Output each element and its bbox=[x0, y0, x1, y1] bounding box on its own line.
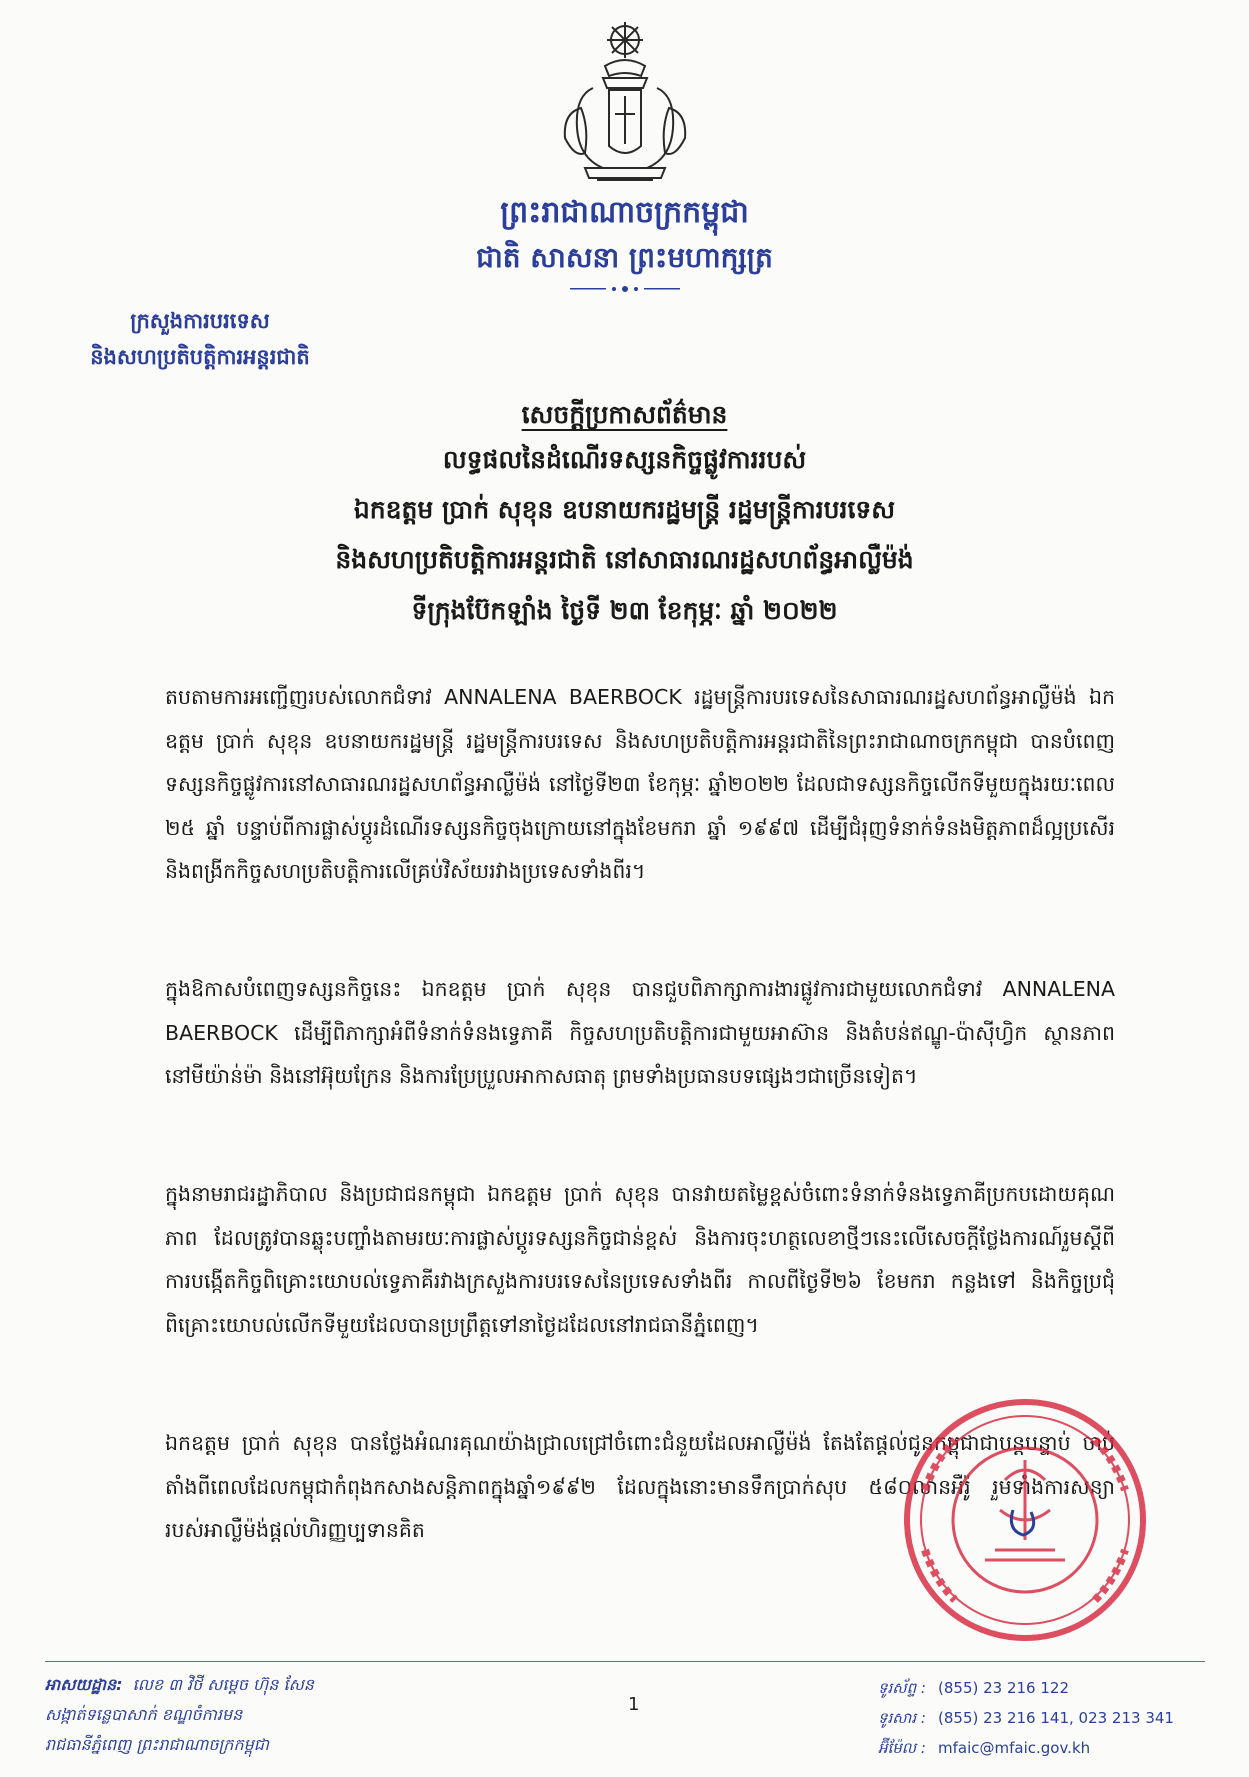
footer-contacts bbox=[878, 1673, 1208, 1763]
document-heading: សេចក្តីប្រកាសព័ត៌មាន bbox=[521, 400, 728, 429]
title-line: លទ្ធផលនៃដំណើរទស្សនកិច្ចផ្លូវការរបស់ bbox=[442, 445, 807, 474]
address-line: លេខ ៣ វិថី សម្តេច ហ៊ុន សែន bbox=[132, 1675, 314, 1694]
fax-label: ទូរសារ : bbox=[878, 1709, 926, 1727]
kingdom-name: ព្រះរាជាណាចក្រកម្ពុជា bbox=[500, 195, 749, 230]
body-paragraph: ឯកឧត្តម ប្រាក់ សុខុន បានថ្លែងអំណរគុណយ៉ាងជ្រាលជ្រៅចំពោះជំនួយដែលអាល្លឺម៉ង់ តែងតែផ្តល់ជូនកម្ពុជាជាបន្តបន្ទាប់ ចាប់តាំងពីពេលដែលកម្ពុជាកំពុងកសាងសន្តិភាពក្នុងឆ្នាំ១៩៩២ ដែលក្នុងនោះមានទឹកប្រាក់សុប ៥៨០លានអឺរ៉ូ រួមទាំងការសន្យារបស់អាល្លឺម៉ង់ផ្តល់ហិរញ្ញប្បទានគិត bbox=[165, 1431, 1115, 1542]
national-motto: ជាតិ សាសនា ព្រះមហាក្សត្រ bbox=[476, 241, 773, 274]
title-line: និងសហប្រតិបត្តិការអន្តរជាតិ នៅសាធារណរដ្ឋសហព័ន្ធអាល្លឺម៉ង់ bbox=[335, 545, 914, 574]
page-number: 1 bbox=[628, 1694, 640, 1715]
title-line: ឯកឧត្តម ប្រាក់ សុខុន ឧបនាយករដ្ឋមន្ត្រី រដ្ឋមន្ត្រីការបរទេស bbox=[353, 495, 896, 524]
phone-value: (855) 23 216 122 bbox=[938, 1679, 1069, 1697]
royal-coat-of-arms-icon bbox=[545, 18, 705, 190]
footer-address bbox=[45, 1670, 465, 1760]
ministry-name: ក្រសួងការបរទេស bbox=[130, 308, 270, 333]
address-line: រាជធានីភ្នំពេញ ព្រះរាជាណាចក្រកម្ពុជា bbox=[45, 1735, 269, 1754]
fax-value: (855) 23 216 141, 023 213 341 bbox=[938, 1709, 1174, 1727]
title-line: ទីក្រុងប៊ែកឡាំង ថ្ងៃទី ២៣ ខែកុម្ភៈ ឆ្នាំ ២០២២ bbox=[411, 596, 838, 625]
official-red-seal-icon bbox=[895, 1390, 1155, 1650]
phone-label: ទូរស័ព្ទ : bbox=[878, 1679, 926, 1697]
email-label: អ៊ីម៉ែល : bbox=[878, 1739, 926, 1757]
body-paragraph: ក្នុងនាមរាជរដ្ឋាភិបាល និងប្រជាជនកម្ពុជា ឯកឧត្តម ប្រាក់ សុខុន បានវាយតម្លៃខ្ពស់ចំពោះទំនាក់ទំនងទ្វេភាគីប្រកបដោយគុណភាព ដែលត្រូវបានឆ្លុះបញ្ចាំងតាមរយៈការផ្លាស់ប្តូរទស្សនកិច្ចជាន់ខ្ពស់ និងការចុះហត្ថលេខាថ្មីៗនេះលើសេចក្តីថ្លែងការណ៍រួមស្តីពីការបង្កើតកិច្ចពិគ្រោះយោបល់ទ្វេភាគីរវាងក្រសួងការបរទេសនៃប្រទេសទាំងពីរ កាលពីថ្ងៃទី២៦ ខែមករា កន្លងទៅ និងកិច្ចប្រជុំពិគ្រោះយោបល់លើកទីមួយដែលបានប្រព្រឹត្តទៅនាថ្ងៃដដែលនៅរាជធានីភ្នំពេញ។ bbox=[165, 1182, 1115, 1337]
divider-ornament-icon bbox=[570, 283, 680, 295]
body-paragraph: ក្នុងឱកាសបំពេញទស្សនកិច្ចនេះ ឯកឧត្តម ប្រាក់ សុខុន បានជួបពិភាក្សាការងារផ្លូវការជាមួយលោកជំទាវ ANNALENA BAERBOCK ដើម្បីពិភាក្សាអំពីទំនាក់ទំនងទ្វេភាគី កិច្ចសហប្រតិបត្តិការជាមួយអាស៊ាន និងតំបន់ឥណ្ឌូ-ប៉ាស៊ីហ្វិក ស្ថានភាពនៅមីយ៉ាន់ម៉ា និងនៅអ៊ុយក្រែន និងការប្រែប្រួលអាកាសធាតុ ព្រមទាំងប្រធានបទផ្សេងៗជាច្រើនទៀត។ bbox=[165, 977, 1115, 1088]
ministry-subname: និងសហប្រតិបត្តិការអន្តរជាតិ bbox=[90, 344, 310, 369]
body-paragraph: តបតាមការអញ្ជើញរបស់លោកជំទាវ ANNALENA BAERBOCK រដ្ឋមន្ត្រីការបរទេសនៃសាធារណរដ្ឋសហព័ន្ធអាល្លឺម៉ង់ ឯកឧត្តម ប្រាក់ សុខុន ឧបនាយករដ្ឋមន្ត្រី រដ្ឋមន្ត្រីការបរទេស និងសហប្រតិបត្តិការអន្តរជាតិនៃព្រះរាជាណាចក្រកម្ពុជា បានបំពេញទស្សនកិច្ចផ្លូវការនៅសាធារណរដ្ឋសហព័ន្ធអាល្លឺម៉ង់ នៅថ្ងៃទី២៣ ខែកុម្ភៈ ឆ្នាំ២០២២ ដែលជាទស្សនកិច្ចលើកទីមួយក្នុងរយៈពេល ២៥ ឆ្នាំ បន្ទាប់ពីការផ្លាស់ប្តូរដំណើរទស្សនកិច្ចចុងក្រោយនៅក្នុងខែមករា ឆ្នាំ ១៩៩៧ ដើម្បីជំរុញទំនាក់ទំនងមិត្តភាពដ៏ល្អប្រសើរ និងពង្រីកកិច្ចសហប្រតិបត្តិការលើគ្រប់វិស័យរវាងប្រទេសទាំងពីរ។ bbox=[165, 685, 1115, 883]
email-link[interactable]: mfaic@mfaic.gov.kh bbox=[938, 1739, 1091, 1757]
address-line: សង្កាត់ទន្លេបាសាក់ ខណ្ឌចំការមន bbox=[45, 1705, 243, 1724]
footer-divider bbox=[45, 1661, 1205, 1662]
address-label: អាសយដ្ឋាន: bbox=[45, 1675, 123, 1694]
